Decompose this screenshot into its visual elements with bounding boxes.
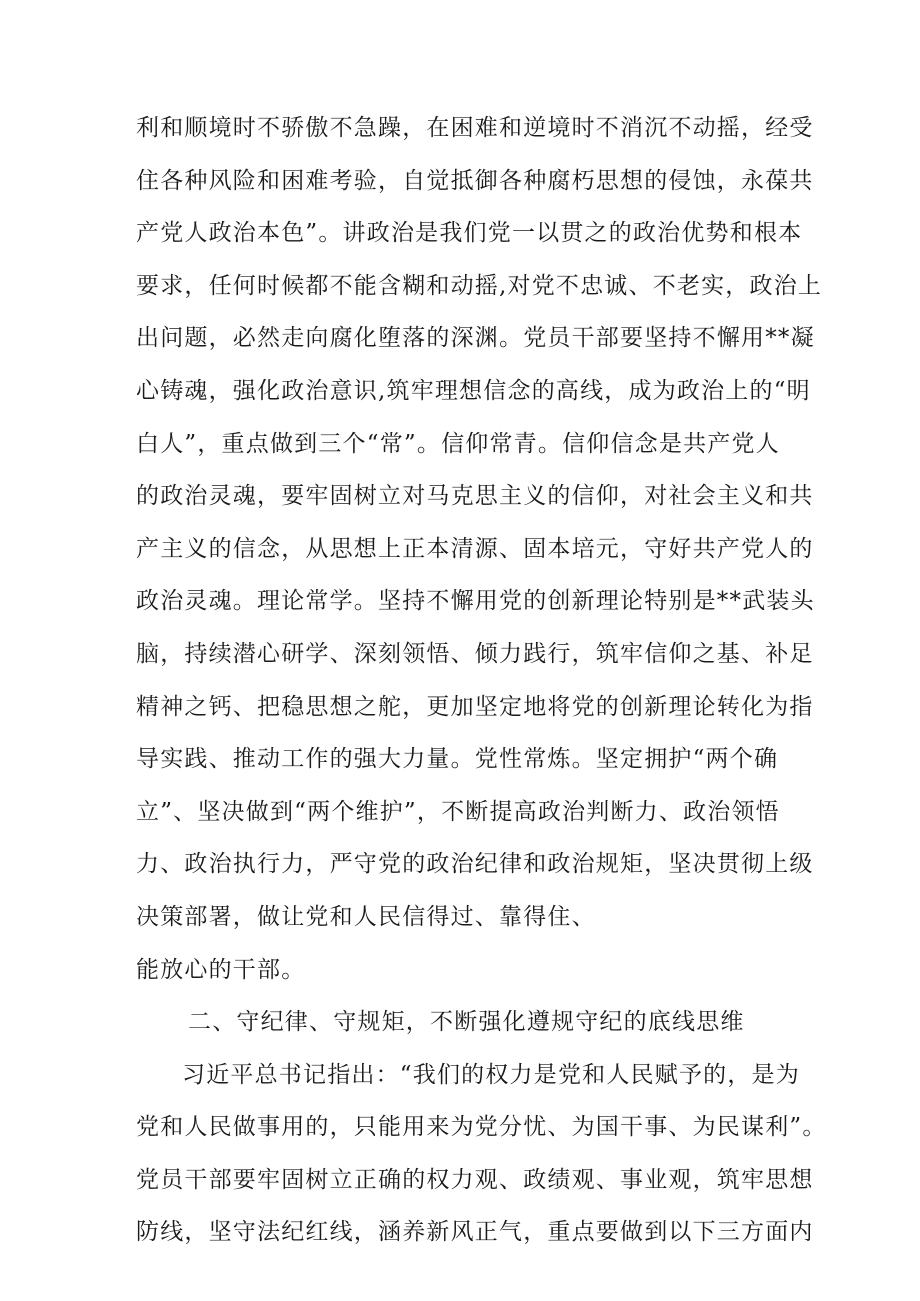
text-line: 心铸魂，强化政治意识,筑牢理想信念的高线，成为政治上的“明 bbox=[136, 377, 811, 404]
document-body bbox=[136, 102, 827, 1259]
text-line: 决策部署，做让党和人民信得过、靠得住、 bbox=[136, 903, 596, 930]
text-line: 党员干部要牢固树立正确的权力观、政绩观、事业观，筑牢思想 bbox=[136, 1166, 814, 1193]
text-line: 的政治灵魂，要牢固树立对马克思主义的信仰，对社会主义和共 bbox=[136, 483, 814, 510]
text-line: 防线，坚守法纪红线，涵养新风正气，重点要做到以下三方面内 bbox=[136, 1219, 814, 1246]
text-line: 产主义的信念，从思想上正本清源、固本培元，守好共产党人的 bbox=[136, 535, 814, 562]
text-line: 出问题，必然走向腐化堕落的深渊。党员干部要坚持不懈用**凝 bbox=[136, 325, 815, 352]
text-line: 利和顺境时不骄傲不急躁，在困难和逆境时不消沉不动摇，经受 bbox=[136, 115, 814, 141]
text-line: 立”、坚决做到“两个维护”，不断提高政治判断力、政治领悟 bbox=[136, 798, 780, 825]
text-line: 能放心的干部。 bbox=[136, 956, 306, 983]
text-line: 力、政治执行力，严守党的政治纪律和政治规矩，坚决贯彻上级 bbox=[136, 851, 814, 878]
text-line: 党和人民做事用的，只能用来为党分忧、为国干事、为民谋利”。 bbox=[136, 1114, 827, 1141]
text-line: 习近平总书记指出：“我们的权力是党和人民赋予的，是为 bbox=[182, 1061, 800, 1088]
text-line: 脑，持续潜心研学、深刻领悟、倾力践行，筑牢信仰之基、补足 bbox=[136, 640, 814, 667]
text-line: 住各种风险和困难考验，自觉抵御各种腐朽思想的侵蚀，永葆共 bbox=[136, 167, 814, 194]
text-line: 产党人政治本色”。讲政治是我们党一以贯之的政治优势和根本 bbox=[136, 220, 803, 247]
section-heading: 二、守纪律、守规矩，不断强化遵规守纪的底线思维 bbox=[188, 1009, 745, 1036]
text-line: 要求，任何时候都不能含糊和动摇,对党不忠诚、不老实，政治上 bbox=[136, 272, 823, 299]
text-line: 精神之钙、把稳思想之舵，更加坚定地将党的创新理论转化为指 bbox=[136, 693, 814, 720]
paragraph-1 bbox=[136, 102, 823, 996]
paragraph-2 bbox=[136, 1049, 827, 1259]
text-line: 导实践、推动工作的强大力量。党性常炼。坚定拥护“两个确 bbox=[136, 746, 779, 773]
text-line: 政治灵魂。理论常学。坚持不懈用党的创新理论特别是**武装头 bbox=[136, 588, 815, 615]
text-line: 白人”，重点做到三个“常”。信仰常青。信仰信念是共产党人 bbox=[136, 430, 780, 457]
